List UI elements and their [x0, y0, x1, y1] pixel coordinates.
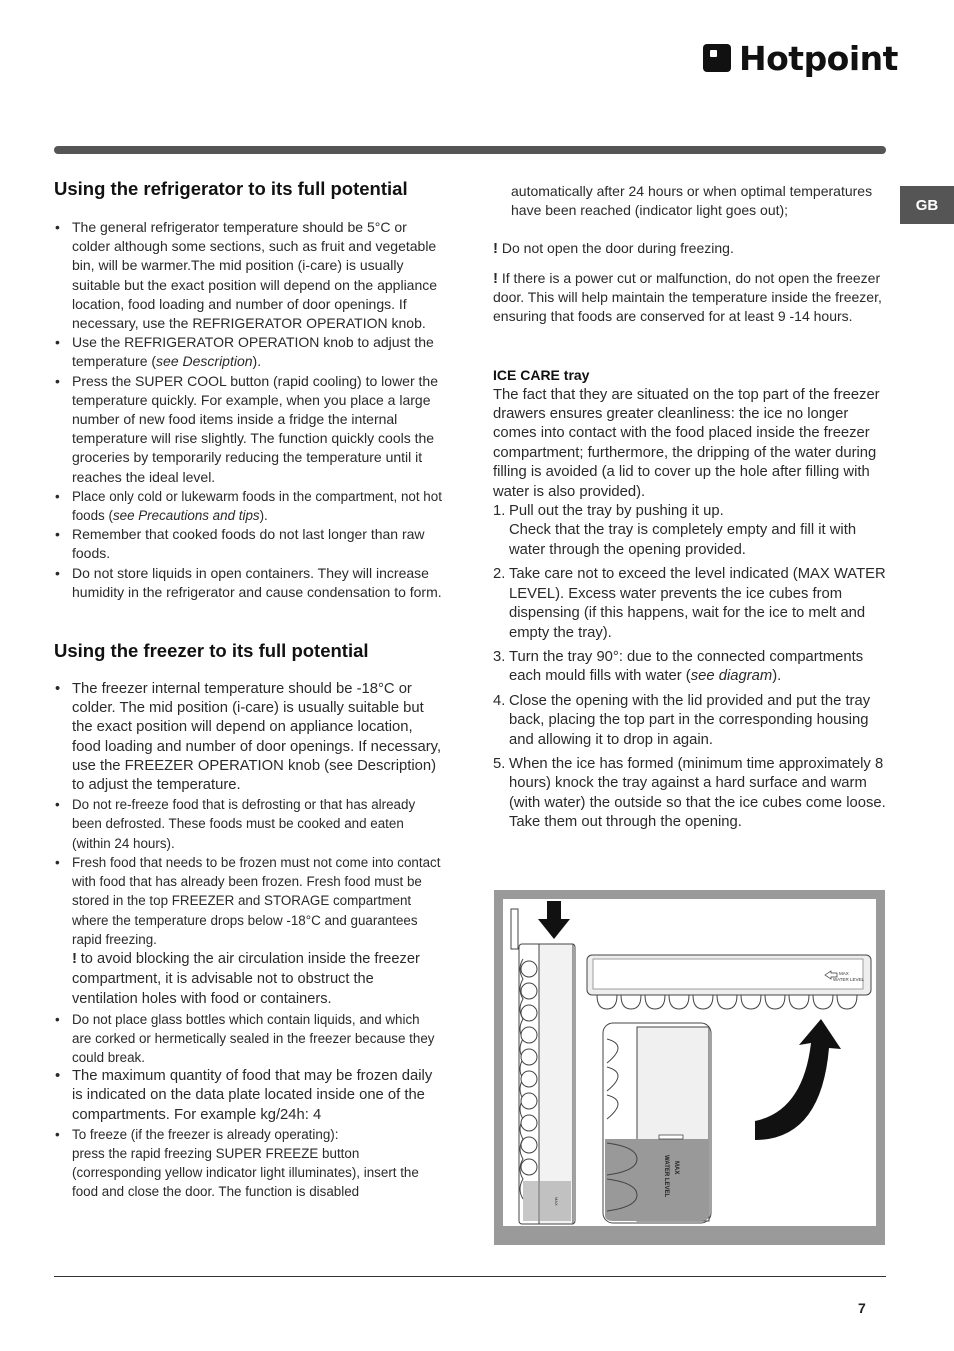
warning-power-cut: ! If there is a power cut or malfunction, do not open the freezer door. This will help maintain the temperature inside the freezer, ensuring that foods are conserved for at least 9 -14 hours.	[493, 269, 882, 325]
list-item: • Press the SUPER COOL button (rapid cooling) to lower the temperature quickly. For example, when you place a large number of new food items inside a fridge the internal temperature will rise slightly. The function quickly cools the groceries by temporarily reducing the temperature until it reaches the ideal level.	[54, 372, 442, 487]
ice-care-heading: ICE CARE tray	[493, 367, 590, 384]
list-item: • The general refrigerator temperature should be 5°C or colder although some sections, such as fruit and vegetable bin, will be warmer.The mid position (i-care) is usually suitable but the exact position will depend on the appliance location, food loading and number of door openings. If necessary, use the REFRIGERATOR OPERATION knob.	[54, 218, 442, 333]
ice-tray-illustration	[503, 899, 876, 1226]
fridge-list	[54, 218, 442, 602]
fridge-heading: Using the refrigerator to its full potential	[54, 178, 408, 199]
left-column	[54, 176, 442, 1202]
list-item: • Remember that cooked foods do not last longer than raw foods.	[54, 525, 442, 563]
list-item: • Use the REFRIGERATOR OPERATION knob to adjust the temperature (see Description).	[54, 333, 442, 371]
brand-name: Hotpoint	[739, 38, 898, 78]
logo-mark-icon	[703, 44, 731, 72]
language-tab[interactable]: GB	[900, 186, 954, 224]
ice-care-steps	[493, 502, 888, 833]
diagram-label-small: MAX	[554, 1197, 559, 1206]
tray-vertical-filled-view	[603, 1023, 711, 1223]
step-item: 4. Close the opening with the lid provided and put the tray back, placing the top part in the corresponding housing and allowing it to drop in again.	[493, 692, 871, 748]
list-item: • The freezer internal temperature should be -18°C or colder. The mid position (i-care) is usually suitable but the exact position will depend on appliance location, food loading and number of door openings. If necessary, use the FREEZER OPERATION knob (see Description) to adjust the temperature.	[54, 680, 442, 795]
water-level-label-vertical: WATER LEVEL	[663, 1155, 669, 1198]
list-item: • To freeze (if the freezer is already operating): press the rapid freezing SUPER FREEZE button (corresponding yellow indicator light illuminates), insert the food and close the door. The function is disabled	[54, 1125, 442, 1202]
right-column	[493, 182, 888, 838]
list-item: • Fresh food that needs to be frozen must not come into contact with food that has already been frozen. Fresh food must be stored in the top FREEZER and STORAGE compartment where the temperature drops below -18°C and guarantees rapid freezing. ! to avoid blocking the air circulation inside the freezer compartment, it is advisable not to obstruct the ventilation holes with food or containers.	[54, 853, 442, 1010]
ice-care-intro: The fact that they are situated on the top part of the freezer drawers ensures greater cleanliness: the ice no longer comes into contact with the food placed inside the freezer compartment; furthermore, the dripping of the water during filling is avoided (a lid to cover up the hole after filling with water is also provided).	[493, 386, 880, 500]
list-item: • Do not re-freeze food that is defrosting or that has already been defrosted. These foods must be cooked and eaten (within 24 hours).	[54, 795, 442, 853]
freezer-list	[54, 680, 442, 1201]
max-label-vertical: MAX	[673, 1161, 679, 1175]
list-item: • Do not store liquids in open containers. They will increase humidity in the refrigerator and cause condensation to form.	[54, 564, 442, 602]
list-item: • Do not place glass bottles which contain liquids, and which are corked or hermetically sealed in the freezer because they could break.	[54, 1010, 442, 1068]
step-item: 1. Pull out the tray by pushing it up. Check that the tray is completely empty and fill it with water through the opening provided.	[493, 503, 857, 558]
page-number: 7	[858, 1300, 866, 1316]
tray-horizontal-view	[587, 955, 871, 1009]
warning-mark: !	[72, 949, 77, 967]
warning-door: ! Do not open the door during freezing.	[493, 240, 734, 258]
rotate-arrow-icon	[755, 1019, 841, 1140]
tray-side-view	[511, 901, 575, 1224]
ice-care-section	[493, 366, 888, 832]
water-level-label-top: WATER LEVEL	[833, 977, 865, 982]
header-divider	[54, 146, 886, 154]
list-item: • Place only cold or lukewarm foods in the compartment, not hot foods (see Precautions and tips).	[54, 487, 442, 525]
max-label-top: MAX	[839, 971, 849, 976]
hotpoint-logo	[703, 38, 898, 78]
continuation-text: automatically after 24 hours or when optimal temperatures have been reached (indicator light goes out);	[511, 183, 873, 219]
step-item: 5. When the ice has formed (minimum time approximately 8 hours) knock the tray against a hard surface and warm (with water) the outside so that the ice cubes come loose. Take them out through the opening.	[493, 755, 886, 831]
list-item: • The maximum quantity of food that may be frozen daily is indicated on the data plate located inside one of the compartments. For example kg/24h: 4	[54, 1067, 442, 1125]
step-item: 2. Take care not to exceed the level indicated (MAX WATER LEVEL). Excess water prevents the ice cubes from dispensing (if this happens, wait for the ice to melt and empty the tray).	[493, 566, 886, 641]
ice-tray-diagram	[494, 890, 885, 1245]
step-item: 3. Turn the tray 90°: due to the connected compartments each mould fills with water (see diagram).	[493, 648, 864, 685]
diagram-canvas	[503, 899, 876, 1226]
footer-divider	[54, 1276, 886, 1277]
freezer-heading: Using the freezer to its full potential	[54, 640, 369, 662]
